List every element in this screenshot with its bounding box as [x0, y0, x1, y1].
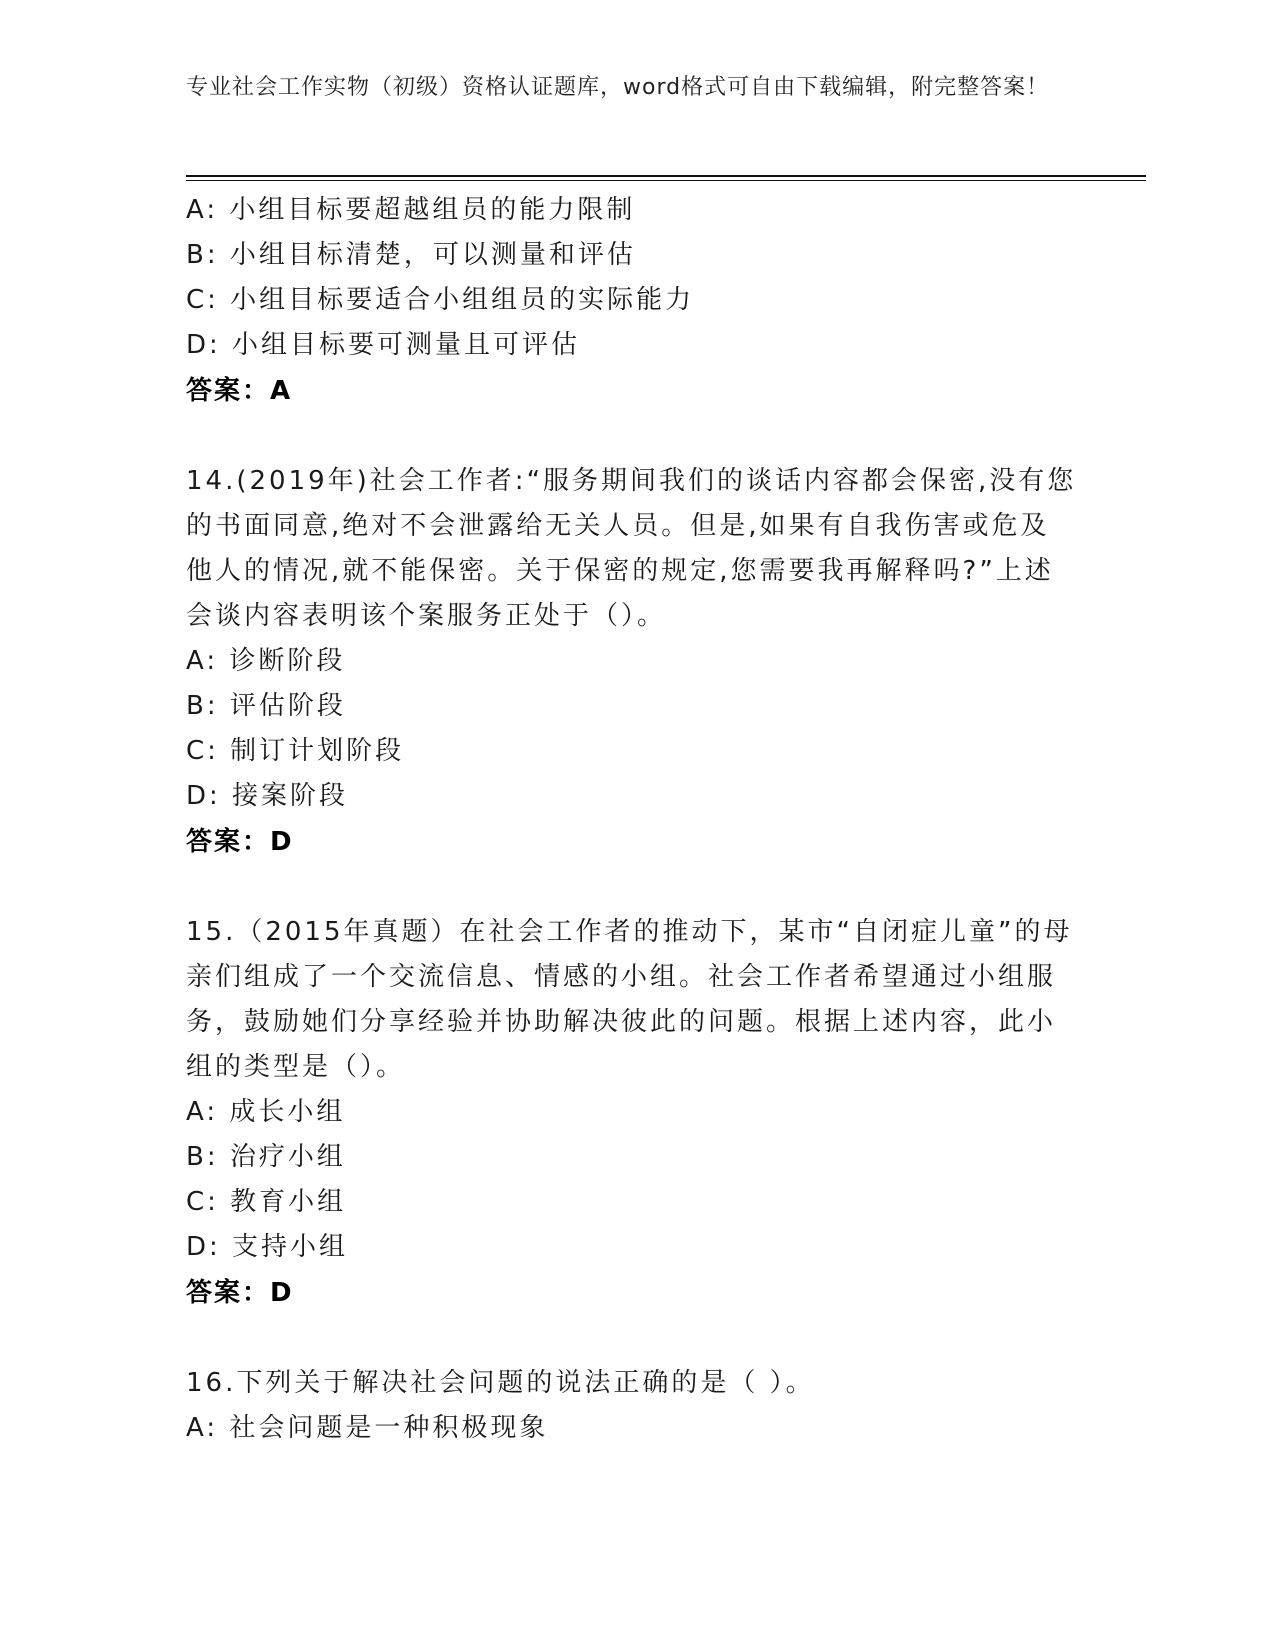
option-b: B: 评估阶段: [186, 691, 346, 721]
stem-line: 会谈内容表明该个案服务正处于（）。: [186, 601, 667, 631]
question-stem: [186, 459, 1086, 639]
header-rule-thin: [186, 180, 1146, 181]
question-block: [186, 1361, 1086, 1451]
stem-line: 14.(2019年)社会工作者:“服务期间我们的谈话内容都会保密,没有您: [186, 466, 1077, 496]
header-rule-thick: [186, 175, 1146, 177]
option-c: C: 制订计划阶段: [186, 736, 405, 766]
stem-line: 亲们组成了一个交流信息、情感的小组。社会工作者希望通过小组服: [186, 962, 1057, 992]
question-stem: [186, 910, 1086, 1090]
option-a: A: 社会问题是一种积极现象: [186, 1413, 549, 1443]
stem-line: 务，鼓励她们分享经验并协助解决彼此的问题。根据上述内容，此小: [186, 1007, 1057, 1037]
option-d: D: 接案阶段: [186, 781, 349, 811]
option-a: A: 成长小组: [186, 1097, 346, 1127]
option-b: B: 小组目标清楚，可以测量和评估: [186, 240, 636, 270]
option-b: B: 治疗小组: [186, 1142, 346, 1172]
question-block: [186, 459, 1086, 865]
question-block: [186, 188, 1086, 414]
question-block: [186, 910, 1086, 1316]
stem-line: 的书面同意,绝对不会泄露给无关人员。但是,如果有自我伤害或危及: [186, 511, 1050, 541]
answer: 答案：A: [186, 376, 293, 406]
option-c: C: 教育小组: [186, 1187, 347, 1217]
stem-line: 15.（2015年真题）在社会工作者的推动下，某市“自闭症儿童”的母: [186, 917, 1073, 947]
document-header: 专业社会工作实物（初级）资格认证题库，word格式可自由下载编辑，附完整答案！: [186, 75, 1050, 100]
question-stem: [186, 1361, 1086, 1406]
option-d: D: 小组目标要可测量且可评估: [186, 330, 581, 360]
option-c: C: 小组目标要适合小组组员的实际能力: [186, 285, 695, 315]
question-list: [186, 188, 1086, 1451]
option-a: A: 小组目标要超越组员的能力限制: [186, 195, 636, 225]
answer: 答案：D: [186, 827, 294, 857]
option-d: D: 支持小组: [186, 1232, 349, 1262]
stem-line: 他人的情况,就不能保密。关于保密的规定,您需要我再解释吗?”上述: [186, 556, 1054, 586]
stem-line: 16.下列关于解决社会问题的说法正确的是（ ）。: [186, 1368, 815, 1398]
option-a: A: 诊断阶段: [186, 646, 346, 676]
answer: 答案：D: [186, 1278, 294, 1308]
stem-line: 组的类型是（）。: [186, 1052, 406, 1082]
